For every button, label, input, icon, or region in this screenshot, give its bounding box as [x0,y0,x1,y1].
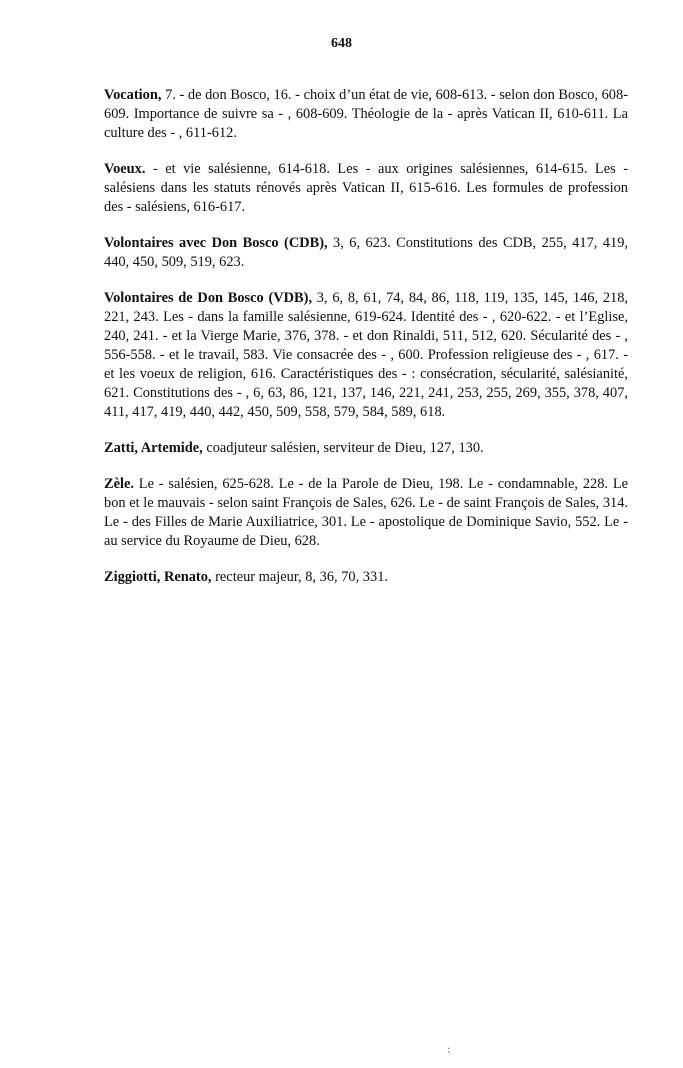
index-term: Vocation, [104,87,162,103]
page-number: 648 [331,36,352,51]
index-references: recteur majeur, 8, 36, 70, 331. [211,569,388,585]
index-entry-zatti [104,439,628,458]
index-entry-voeux [104,160,628,217]
index-references: 3, 6, 8, 61, 74, 84, 86, 118, 119, 135, 145, 146, 218, 221, 243. Les - dans la famille salésienne, 619-624. Identité des - , 620-622. - et l’Eglise, 240, 241. - et la Vierge Marie, 376, 378. - et don Rinaldi, 511, 512, 620. Sécularité des - , 556-558. - et le travail, 583. Vie consacrée des - , 600. Profession religieuse des - , 617. - et les voeux de religion, 616. Caractéristiques des - : consécration, sécularité, salésianité, 621. Constitutions des - , 6, 63, 86, 121, 137, 146, 221, 241, 253, 255, 269, 355, 378, 407, 411, 417, 419, 440, 442, 450, 509, 558, 579, 584, 589, 618. [104,290,628,420]
index-references: - et vie salésienne, 614-618. Les - aux origines salésiennes, 614-615. Les - salésiens dans les statuts rénovés après Vatican II, 615-616. Les formules de profession des - salésiens, 616-617. [104,161,628,215]
index-references: coadjuteur salésien, serviteur de Dieu, 127, 130. [202,440,484,456]
index-references: Le - salésien, 625-628. Le - de la Parole de Dieu, 198. Le - condamnable, 228. Le bon et le mauvais - selon saint François de Sales, 626. Le - de saint François de Sales, 314. Le - des Filles de Marie Auxiliatrice, 301. Le - apostolique de Dominique Savio, 552. Le - au service du Royaume de Dieu, 628. [104,476,628,549]
index-references: 3, 6, 623. Constitutions des CDB, 255, 417, 419, 440, 450, 509, 519, 623. [104,235,628,270]
index-term: Ziggiotti, Renato, [104,569,212,585]
index-term: Zèle. [104,476,134,492]
index-entry-vocation [104,86,628,143]
scan-artifact-mark: ⁏ [447,1044,451,1055]
index-references: 7. - de don Bosco, 16. - choix d’un état de vie, 608-613. - selon don Bosco, 608-609. Importance de suivre sa - , 608-609. Théologie de la - après Vatican II, 610-611. La culture des - , 611-612. [104,87,628,141]
index-term: Voeux. [104,161,146,177]
index-entry-volontaires-vdb [104,289,628,422]
index-entry-zele [104,475,628,551]
index-term: Zatti, Artemide, [104,440,203,456]
index-entry-ziggiotti [104,568,628,587]
index-term: Volontaires avec Don Bosco (CDB), [104,235,328,251]
index-term: Volontaires de Don Bosco (VDB), [104,290,313,306]
index-entry-volontaires-cdb [104,234,628,272]
index-entries [104,86,628,604]
